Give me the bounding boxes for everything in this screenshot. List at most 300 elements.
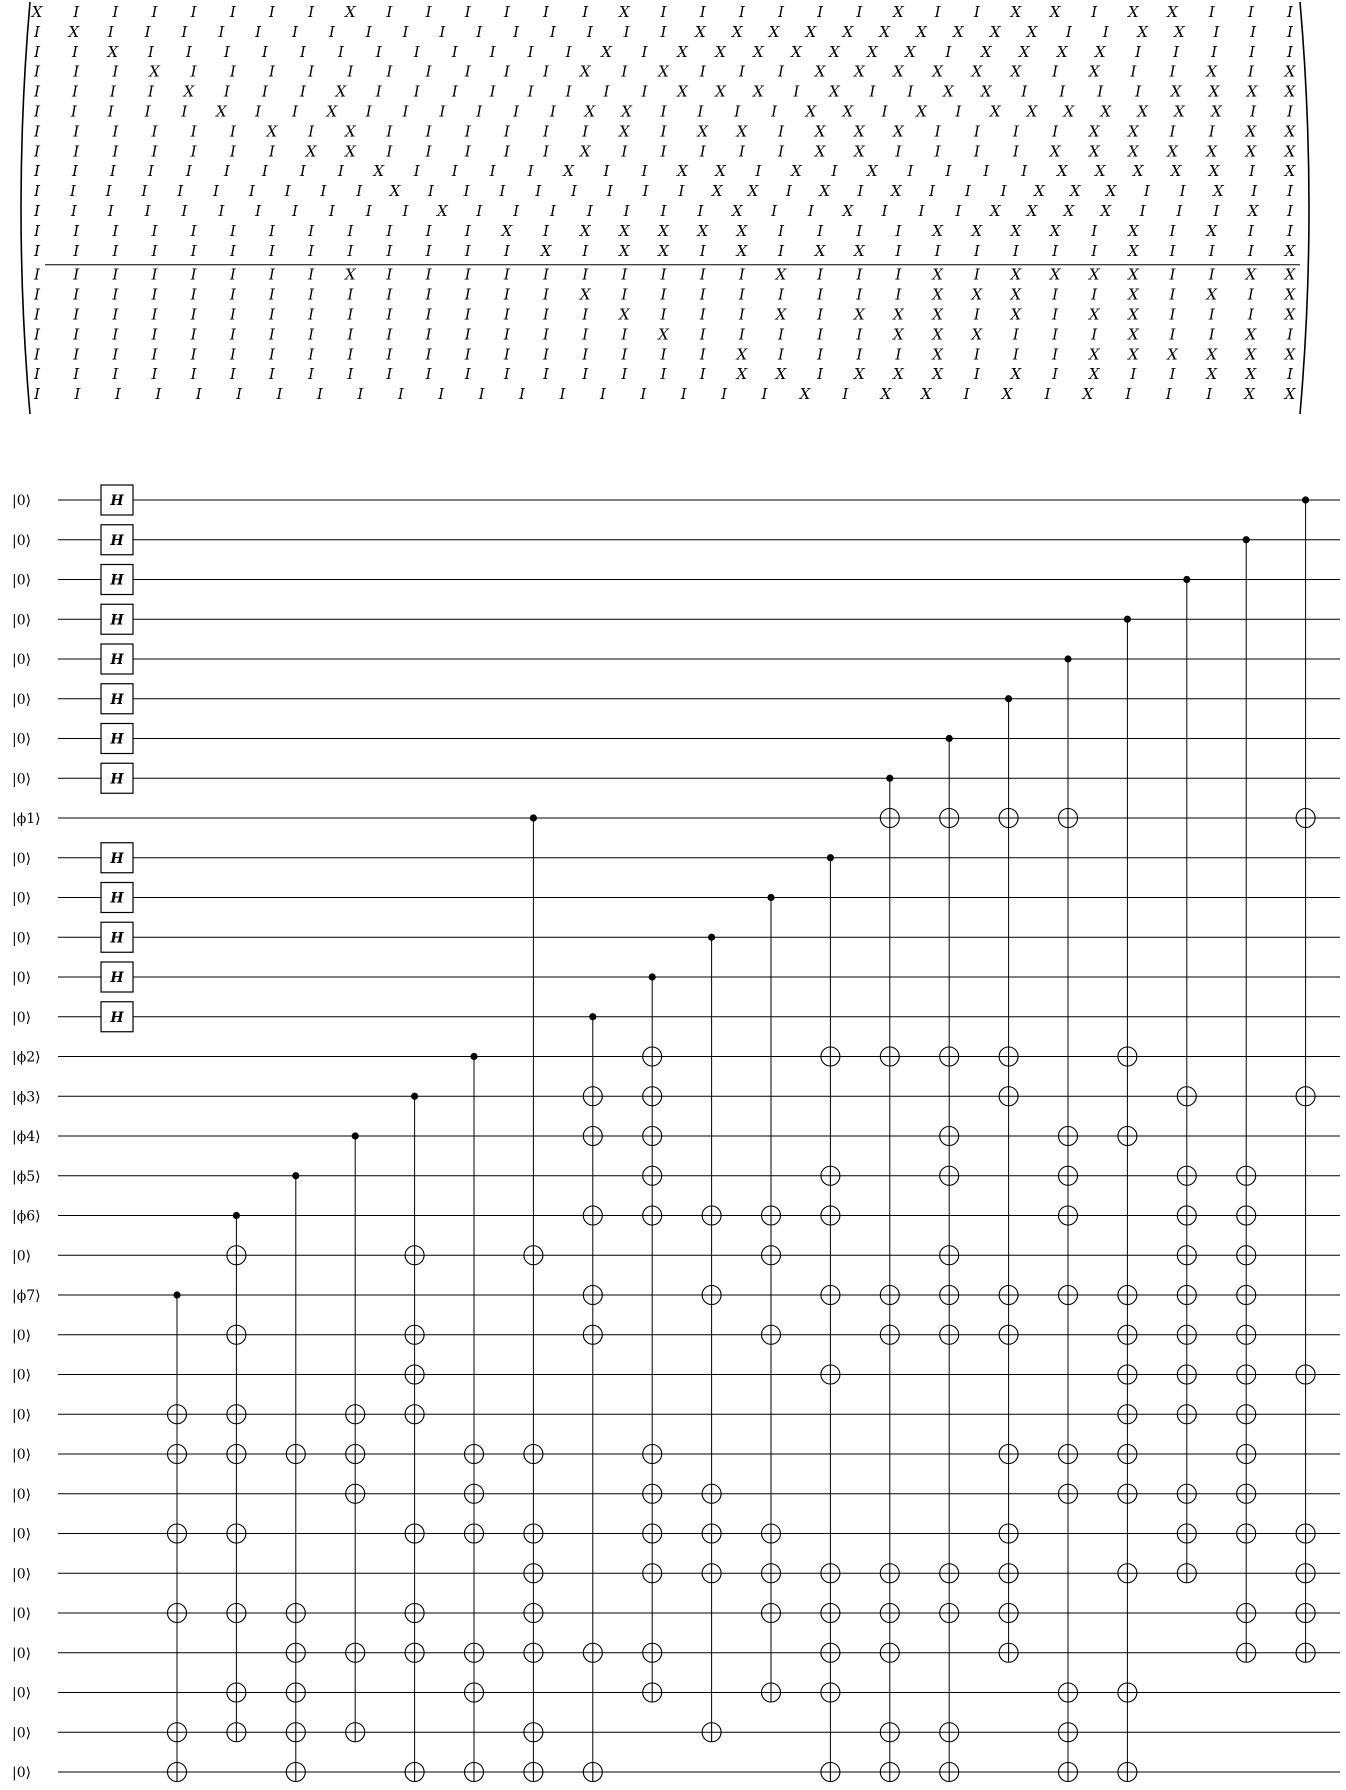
matrix-cell: I	[817, 325, 824, 344]
matrix-cell: I	[1208, 122, 1215, 141]
matrix-cell: X	[932, 285, 943, 304]
matrix-cell: X	[819, 182, 830, 201]
matrix-cell: X	[1206, 142, 1218, 161]
control-dot	[649, 973, 656, 980]
matrix-cell: I	[1247, 305, 1254, 324]
matrix-cell: I	[549, 102, 556, 121]
matrix-cell: I	[721, 385, 728, 404]
matrix-cell: X	[563, 162, 574, 181]
matrix-cell: I	[699, 142, 706, 161]
matrix-cell: I	[464, 241, 471, 260]
matrix-cell: I	[535, 182, 542, 201]
matrix-cell: I	[151, 265, 158, 284]
matrix-cell: I	[543, 122, 549, 141]
matrix-cell: I	[660, 285, 667, 304]
wire-label: |0⟩	[12, 731, 32, 748]
matrix-cell: I	[337, 42, 344, 61]
matrix-cell: I	[1208, 265, 1215, 284]
matrix-cell: I	[660, 305, 667, 324]
matrix-cell: I	[881, 102, 888, 121]
matrix-cell: I	[151, 345, 158, 364]
matrix-cell: X	[1026, 202, 1038, 220]
matrix-cell: I	[347, 305, 354, 324]
matrix-cell: I	[1208, 241, 1215, 260]
matrix-cell: I	[660, 202, 667, 220]
matrix-cell: I	[778, 122, 784, 141]
matrix-cell: I	[34, 42, 40, 61]
matrix-cell: I	[308, 285, 315, 304]
matrix-cell: X	[658, 241, 669, 260]
matrix-cell: I	[895, 345, 902, 364]
matrix-cell: I	[660, 142, 667, 161]
matrix-cell: I	[151, 122, 158, 141]
matrix-cell: I	[699, 62, 706, 81]
matrix-cell: I	[347, 345, 354, 364]
matrix-left-paren	[21, 2, 30, 414]
matrix-cell: I	[107, 22, 114, 41]
matrix-cell: I	[503, 365, 510, 384]
matrix-cell: X	[989, 102, 1001, 121]
matrix-cell: X	[1088, 62, 1100, 81]
matrix-cell: I	[1012, 325, 1019, 344]
matrix-cell: I	[519, 385, 525, 404]
matrix-cell: X	[695, 22, 706, 41]
wire-label: |0⟩	[12, 1248, 32, 1265]
matrix-cell: X	[711, 182, 723, 201]
matrix-cell: X	[618, 305, 630, 324]
matrix-cell: I	[621, 345, 628, 364]
matrix-cell: I	[973, 241, 980, 260]
matrix-cell: I	[438, 385, 445, 404]
matrix-cell: I	[73, 265, 80, 284]
hadamard-gate-label: H	[110, 572, 124, 589]
matrix-cell: I	[308, 365, 315, 384]
matrix-cell: X	[814, 62, 826, 81]
matrix-cell: I	[1012, 345, 1019, 364]
matrix-cell: I	[699, 241, 706, 260]
matrix-cell: X	[1206, 285, 1218, 304]
matrix-cell: X	[753, 42, 764, 61]
matrix-cell: I	[929, 182, 935, 201]
matrix-cell: I	[489, 42, 496, 61]
matrix-cell: X	[1128, 285, 1139, 304]
matrix-cell: I	[261, 82, 268, 101]
matrix-cell: I	[964, 182, 971, 201]
matrix-cell: I	[112, 265, 119, 284]
matrix-cell: I	[347, 62, 354, 81]
matrix-cell: I	[983, 162, 990, 181]
matrix-cell: I	[503, 345, 510, 364]
matrix-cell: I	[386, 241, 393, 260]
matrix-cell: X	[736, 221, 748, 240]
matrix-cell: I	[1102, 22, 1109, 41]
hadamard-gate-label: H	[110, 890, 124, 907]
matrix-cell: I	[386, 142, 393, 161]
matrix-cell: I	[660, 22, 667, 41]
matrix-cell: I	[571, 182, 577, 201]
matrix-cell: I	[112, 345, 119, 364]
matrix-cell: X	[658, 221, 669, 240]
wire-label: |ϕ1⟩	[12, 811, 41, 827]
matrix-cell: I	[606, 182, 613, 201]
matrix-cell: X	[932, 345, 943, 364]
matrix-cell: I	[1173, 42, 1180, 61]
matrix-cell: I	[181, 202, 188, 220]
matrix-cell: I	[543, 62, 549, 81]
matrix-cell: X	[540, 241, 552, 260]
matrix-cell: I	[105, 182, 112, 201]
matrix-cell: I	[268, 325, 275, 344]
matrix-cell: I	[642, 182, 649, 201]
matrix-cell: I	[1287, 325, 1293, 344]
matrix-cell: I	[478, 385, 485, 404]
matrix-cell: I	[74, 385, 81, 404]
matrix-cell: I	[190, 62, 197, 81]
matrix-cell: X	[621, 102, 632, 121]
matrix-cell: I	[895, 241, 902, 260]
matrix-cell: I	[337, 162, 344, 181]
matrix-cell: I	[356, 182, 363, 201]
matrix-cell: X	[1245, 325, 1257, 344]
matrix-cell: I	[229, 142, 236, 161]
matrix-cell: I	[112, 142, 119, 161]
matrix-cell: I	[857, 182, 864, 201]
matrix-cell: I	[543, 265, 549, 284]
matrix-cell: I	[386, 62, 393, 81]
matrix-cell: X	[1208, 162, 1220, 181]
matrix-cell: I	[738, 325, 745, 344]
matrix-cell: I	[603, 82, 610, 101]
matrix-cell: X	[1100, 102, 1112, 121]
matrix-cell: I	[755, 162, 762, 181]
matrix-cell: I	[73, 142, 80, 161]
matrix-cell: I	[112, 221, 119, 240]
matrix-cell: I	[955, 102, 962, 121]
matrix-cell: I	[223, 42, 230, 61]
matrix-cell: I	[856, 265, 863, 284]
matrix-cell: I	[699, 305, 706, 324]
matrix-cell: I	[503, 142, 510, 161]
matrix-cell: X	[736, 122, 748, 141]
matrix-cell: I	[513, 102, 520, 121]
matrix-cell: X	[1010, 62, 1022, 81]
matrix-cell: I	[425, 305, 432, 324]
matrix-cell: X	[1056, 42, 1068, 61]
matrix-cell: I	[1165, 385, 1172, 404]
matrix-cell: X	[1105, 182, 1117, 201]
matrix-cell: I	[229, 325, 236, 344]
matrix-cell: I	[934, 3, 941, 21]
hadamard-gate-label: H	[110, 493, 124, 509]
matrix-cell: I	[34, 221, 40, 240]
matrix-cell: I	[559, 385, 566, 404]
matrix-cell: I	[543, 285, 549, 304]
matrix-cell: X	[932, 221, 943, 240]
matrix-cell: I	[268, 305, 275, 324]
wire-label: |0⟩	[12, 1009, 32, 1026]
matrix-cell: I	[34, 202, 40, 220]
matrix-cell: X	[1128, 122, 1139, 141]
matrix-cell: X	[579, 221, 591, 240]
control-dot	[1005, 695, 1012, 702]
matrix-cell: I	[1247, 285, 1254, 304]
matrix-cell: I	[73, 365, 80, 384]
matrix-cell: I	[463, 182, 470, 201]
matrix-cell: X	[753, 82, 764, 101]
matrix-cell: X	[1132, 162, 1144, 181]
matrix-cell: I	[1208, 305, 1215, 324]
matrix-cell: X	[1018, 42, 1030, 61]
matrix-cell: X	[893, 62, 904, 81]
matrix-cell: I	[320, 182, 327, 201]
wire-label: |0⟩	[12, 1526, 32, 1543]
matrix-cell: X	[932, 305, 943, 324]
matrix-cell: X	[1244, 385, 1255, 404]
matrix-cell: I	[1012, 122, 1019, 141]
matrix-cell: X	[335, 82, 347, 101]
matrix-cell: X	[829, 42, 840, 61]
matrix-cell: I	[268, 62, 275, 81]
control-dot	[827, 854, 834, 861]
matrix-cell: X	[1128, 325, 1139, 344]
matrix-cell: X	[980, 82, 992, 101]
matrix-cell: X	[618, 122, 630, 141]
matrix-cell: I	[425, 221, 432, 240]
matrix-cell: X	[677, 42, 688, 61]
matrix-cell: I	[347, 285, 354, 304]
matrix-cell: I	[185, 162, 192, 181]
matrix-cell: I	[1247, 221, 1254, 240]
matrix-cell: X	[866, 162, 878, 181]
matrix-cell: I	[223, 82, 230, 101]
matrix-cell: X	[149, 62, 160, 81]
hadamard-gate-label: H	[110, 691, 124, 708]
matrix-cell: I	[660, 345, 667, 364]
matrix-cell: I	[34, 122, 40, 141]
matrix-cell: X	[1094, 162, 1106, 181]
matrix-cell: I	[328, 202, 335, 220]
matrix-cell: X	[715, 42, 726, 61]
matrix-cell: I	[660, 3, 667, 21]
matrix-cell: X	[1026, 102, 1038, 121]
matrix-cell: I	[268, 265, 275, 284]
matrix-cell: I	[255, 202, 262, 220]
matrix-cell: I	[973, 142, 980, 161]
matrix-cell: X	[1170, 82, 1182, 101]
matrix-cell: X	[579, 285, 591, 304]
matrix-cell: X	[971, 285, 983, 304]
matrix-cell: I	[386, 265, 393, 284]
matrix-cell: X	[893, 365, 904, 384]
matrix-cell: I	[229, 345, 236, 364]
matrix-cell: I	[1012, 142, 1019, 161]
matrix-cell: I	[513, 202, 520, 220]
matrix-cell: I	[1044, 385, 1051, 404]
wire-label: |ϕ3⟩	[12, 1089, 41, 1106]
matrix-cell: I	[699, 365, 706, 384]
matrix-cell: I	[621, 62, 628, 81]
matrix-cell: I	[641, 82, 648, 101]
matrix-cell: I	[229, 3, 236, 21]
matrix-cell: X	[1049, 3, 1061, 21]
matrix-cell: X	[1094, 42, 1106, 61]
hadamard-gate-label: H	[110, 850, 124, 867]
matrix-cell: X	[1284, 305, 1296, 324]
matrix-cell: X	[1284, 385, 1296, 404]
matrix-cell: I	[778, 345, 784, 364]
matrix-cell: X	[326, 102, 338, 121]
matrix-cell: X	[893, 305, 904, 324]
matrix-cell: I	[268, 285, 275, 304]
matrix-cell: X	[1088, 365, 1100, 384]
matrix-cell: I	[973, 3, 980, 21]
matrix-cell: I	[69, 182, 76, 201]
matrix-cell: I	[582, 122, 589, 141]
matrix-cell: I	[582, 365, 589, 384]
matrix-cell: I	[1012, 241, 1019, 260]
matrix-cell: I	[778, 285, 784, 304]
matrix-cell: I	[738, 142, 745, 161]
matrix-cell: I	[973, 122, 980, 141]
matrix-cell: I	[451, 82, 458, 101]
matrix-cell: X	[1284, 265, 1296, 284]
matrix-cell: X	[1245, 365, 1257, 384]
matrix-cell: I	[1287, 182, 1293, 201]
matrix-cell: X	[731, 22, 743, 41]
matrix-cell: I	[543, 365, 549, 384]
matrix-cell: X	[814, 142, 826, 161]
matrix-cell: I	[413, 162, 420, 181]
matrix-cell: I	[1000, 182, 1007, 201]
matrix-cell: I	[268, 3, 275, 21]
matrix-cell: I	[308, 62, 315, 81]
matrix-cell: I	[1169, 241, 1176, 260]
matrix-cell: I	[1130, 62, 1137, 81]
matrix-cell: I	[402, 22, 409, 41]
matrix-cell: I	[218, 202, 225, 220]
matrix-cell: I	[527, 42, 534, 61]
matrix-cell: I	[292, 102, 298, 121]
matrix-cell: I	[499, 182, 506, 201]
matrix-cell: I	[308, 345, 315, 364]
matrix-cell: X	[1245, 142, 1257, 161]
matrix-cell: X	[775, 365, 787, 384]
matrix-cell: I	[213, 182, 219, 201]
matrix-cell: I	[660, 102, 667, 121]
matrix-cell: I	[621, 265, 628, 284]
matrix-cell: X	[1284, 142, 1296, 161]
matrix-cell: I	[144, 202, 151, 220]
matrix-cell: I	[190, 325, 197, 344]
matrix-cell: I	[527, 82, 534, 101]
matrix-cell: I	[1052, 305, 1059, 324]
matrix-cell: I	[582, 3, 589, 21]
matrix-cell: X	[1010, 3, 1022, 21]
matrix-cell: X	[1128, 241, 1139, 260]
matrix-cell: I	[476, 22, 483, 41]
wire-label: |0⟩	[12, 850, 32, 867]
matrix-cell: X	[1010, 285, 1022, 304]
control-dot	[233, 1212, 240, 1219]
matrix-cell: X	[1088, 122, 1100, 141]
matrix-cell: I	[771, 102, 778, 121]
matrix-cell: X	[31, 3, 43, 21]
matrix-cell: I	[151, 285, 158, 304]
matrix-cell: I	[109, 162, 116, 181]
matrix-cell: X	[1010, 265, 1022, 284]
control-dot	[1243, 536, 1250, 543]
matrix-cell: X	[389, 182, 401, 201]
matrix-cell: I	[817, 285, 824, 304]
matrix-cell: X	[1167, 142, 1178, 161]
matrix-cell: I	[34, 285, 40, 304]
matrix-cell: I	[945, 162, 952, 181]
matrix-cell: I	[807, 202, 814, 220]
matrix-cell: I	[621, 365, 628, 384]
matrix-cell: I	[973, 365, 980, 384]
wire-label: |0⟩	[12, 1447, 32, 1463]
matrix-cell: I	[503, 265, 510, 284]
matrix-cell: X	[1001, 385, 1013, 404]
hadamard-gate-label: H	[110, 771, 124, 788]
matrix-cell: I	[151, 241, 158, 260]
matrix-cell: I	[386, 365, 393, 384]
wire-label: |ϕ7⟩	[12, 1288, 41, 1304]
matrix-cell: I	[1130, 365, 1137, 384]
matrix-cell: X	[989, 22, 1001, 41]
matrix-cell: I	[489, 82, 496, 101]
matrix-cell: X	[1049, 265, 1061, 284]
matrix-cell: I	[476, 102, 483, 121]
matrix-cell: I	[778, 62, 784, 81]
matrix-cell: I	[817, 305, 824, 324]
matrix-cell: X	[842, 202, 854, 220]
matrix-cell: X	[658, 62, 669, 81]
wire-label: |0⟩	[12, 572, 32, 589]
matrix-cell: X	[1245, 345, 1257, 364]
matrix-cell: I	[190, 305, 197, 324]
matrix-cell: I	[195, 385, 202, 404]
matrix-cell: I	[1247, 3, 1254, 21]
matrix-cell: I	[955, 202, 962, 220]
matrix-cell: I	[582, 305, 589, 324]
matrix-cell: I	[1249, 162, 1255, 181]
matrix-cell: I	[895, 285, 902, 304]
matrix-cell: I	[660, 365, 667, 384]
matrix-cell: X	[853, 142, 865, 161]
matrix-cell: X	[1206, 62, 1218, 81]
matrix-cell: X	[1128, 265, 1139, 284]
matrix-cell: I	[761, 385, 768, 404]
matrix-cell: X	[1063, 202, 1075, 220]
matrix-cell: I	[155, 385, 162, 404]
matrix-cell: I	[549, 22, 556, 41]
matrix-cell: I	[699, 265, 706, 284]
matrix-cell: I	[934, 142, 941, 161]
circuit-diagram	[12, 485, 1340, 1782]
matrix-cell: I	[1251, 182, 1258, 201]
matrix-cell: I	[973, 265, 980, 284]
matrix-cell: I	[1250, 22, 1257, 41]
matrix-cell: I	[413, 82, 420, 101]
matrix-cell: I	[425, 285, 432, 304]
matrix-cell: I	[386, 285, 393, 304]
matrix-cell: I	[1250, 102, 1257, 121]
matrix-cell: I	[147, 162, 154, 181]
wire-label: |0⟩	[12, 1486, 32, 1503]
matrix-cell: I	[680, 385, 687, 404]
matrix-cell: I	[641, 162, 648, 181]
